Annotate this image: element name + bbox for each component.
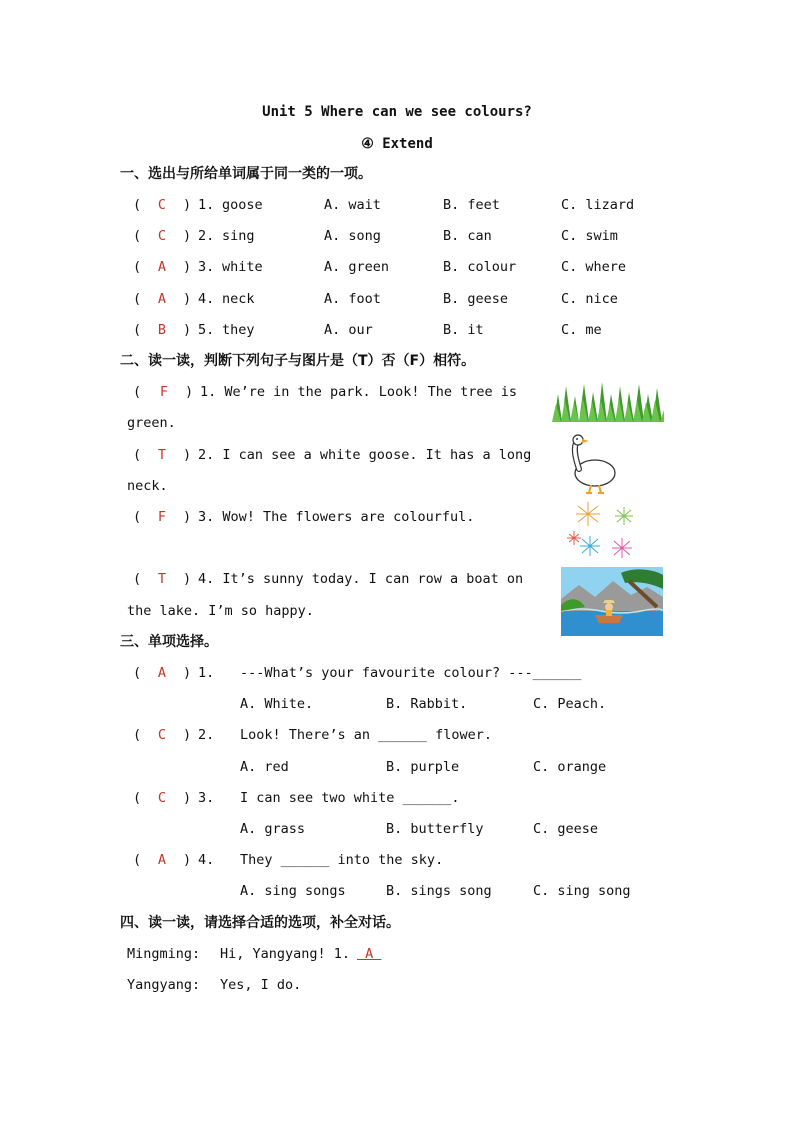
open-paren: ( [133, 259, 142, 275]
item-number: 1. [198, 197, 215, 213]
open-paren: ( [133, 197, 142, 213]
question-text: I can see two white ______. [240, 790, 460, 806]
item-number: 2. [198, 228, 215, 244]
close-paren: ) [183, 447, 192, 463]
page-subtitle: ④ Extend [361, 136, 433, 152]
close-paren: ) [185, 384, 194, 400]
close-paren: ) [183, 571, 192, 587]
open-paren: ( [133, 852, 142, 868]
close-paren: ) [183, 509, 192, 525]
answer-text[interactable]: A [157, 291, 167, 307]
option-a: A. grass [240, 821, 306, 837]
open-paren: ( [133, 291, 142, 307]
option-b: B. geese [443, 291, 509, 307]
boat-lake-picture [561, 567, 663, 636]
answer-text[interactable]: F [159, 384, 169, 400]
sentence-line: 2. I can see a white goose. It has a long [198, 447, 532, 463]
section3-heading: 三、单项选择。 [120, 634, 218, 650]
option-c: C. geese [533, 821, 599, 837]
question-text: Look! There’s an ______ flower. [240, 727, 492, 743]
answer-text[interactable]: A [157, 665, 167, 681]
answer-text[interactable]: C [157, 197, 167, 213]
answer-text[interactable]: B [157, 322, 167, 338]
item-number: 4. [198, 852, 215, 868]
given-word: white [222, 259, 263, 275]
open-paren: ( [133, 665, 142, 681]
option-a: A. our [324, 322, 373, 338]
sentence-line: green. [127, 415, 176, 431]
given-word: goose [222, 197, 263, 213]
item-number: 5. [198, 322, 215, 338]
answer-text[interactable]: C [157, 790, 167, 806]
option-c: C. me [561, 322, 602, 338]
answer-text[interactable]: C [157, 228, 167, 244]
answer-blank[interactable]: A [357, 946, 382, 962]
option-a: A. wait [324, 197, 381, 213]
answer-text[interactable]: T [157, 447, 167, 463]
given-word: neck [222, 291, 255, 307]
answer-text[interactable]: A [157, 259, 167, 275]
sentence-line: neck. [127, 478, 168, 494]
open-paren: ( [133, 727, 142, 743]
option-b: B. butterfly [386, 821, 484, 837]
option-c: C. lizard [561, 197, 635, 213]
option-c: C. nice [561, 291, 618, 307]
dialogue-text: Hi, Yangyang! 1. [220, 946, 359, 962]
given-word: sing [222, 228, 255, 244]
question-text: ---What’s your favourite colour? ---______ [240, 665, 582, 681]
item-number: 2. [198, 727, 215, 743]
option-a: A. sing songs [240, 883, 346, 899]
open-paren: ( [133, 228, 142, 244]
fireworks-picture [566, 500, 638, 562]
option-c: C. Peach. [533, 696, 607, 712]
option-b: B. Rabbit. [386, 696, 468, 712]
close-paren: ) [183, 790, 192, 806]
close-paren: ) [183, 727, 192, 743]
goose-picture [565, 433, 620, 495]
option-c: C. swim [561, 228, 618, 244]
answer-text[interactable]: C [157, 727, 167, 743]
sentence-line: 1. We’re in the park. Look! The tree is [200, 384, 517, 400]
section2-heading: 二、读一读，判断下列句子与图片是（T）否（F）相符。 [120, 353, 476, 369]
speaker-name: Yangyang: [127, 977, 201, 993]
option-a: A. song [324, 228, 381, 244]
close-paren: ) [183, 852, 192, 868]
option-a: A. White. [240, 696, 314, 712]
option-a: A. green [324, 259, 390, 275]
close-paren: ) [183, 197, 192, 213]
sentence-line: 3. Wow! The flowers are colourful. [198, 509, 475, 525]
open-paren: ( [133, 509, 142, 525]
option-b: B. it [443, 322, 484, 338]
question-text: They ______ into the sky. [240, 852, 444, 868]
page-title: Unit 5 Where can we see colours? [262, 104, 532, 120]
grass-picture [552, 380, 664, 422]
section1-heading: 一、选出与所给单词属于同一类的一项。 [120, 166, 372, 182]
option-b: B. can [443, 228, 492, 244]
option-b: B. purple [386, 759, 460, 775]
open-paren: ( [133, 322, 142, 338]
option-c: C. sing song [533, 883, 631, 899]
option-a: A. foot [324, 291, 381, 307]
open-paren: ( [133, 447, 142, 463]
section4-heading: 四、读一读，请选择合适的选项，补全对话。 [120, 915, 400, 931]
open-paren: ( [133, 384, 142, 400]
close-paren: ) [183, 665, 192, 681]
given-word: they [222, 322, 255, 338]
option-c: C. where [561, 259, 627, 275]
close-paren: ) [183, 259, 192, 275]
sentence-line: 4. It’s sunny today. I can row a boat on [198, 571, 524, 587]
option-c: C. orange [533, 759, 607, 775]
answer-text[interactable]: F [157, 509, 167, 525]
item-number: 1. [198, 665, 215, 681]
open-paren: ( [133, 790, 142, 806]
dialogue-text: Yes, I do. [220, 977, 302, 993]
answer-text[interactable]: A [157, 852, 167, 868]
option-b: B. colour [443, 259, 517, 275]
close-paren: ) [183, 322, 192, 338]
option-b: B. sings song [386, 883, 492, 899]
item-number: 3. [198, 259, 215, 275]
item-number: 3. [198, 790, 215, 806]
open-paren: ( [133, 571, 142, 587]
sentence-line: the lake. I’m so happy. [127, 603, 314, 619]
item-number: 4. [198, 291, 215, 307]
close-paren: ) [183, 228, 192, 244]
speaker-name: Mingming: [127, 946, 201, 962]
option-a: A. red [240, 759, 289, 775]
close-paren: ) [183, 291, 192, 307]
answer-text[interactable]: T [157, 571, 167, 587]
option-b: B. feet [443, 197, 500, 213]
